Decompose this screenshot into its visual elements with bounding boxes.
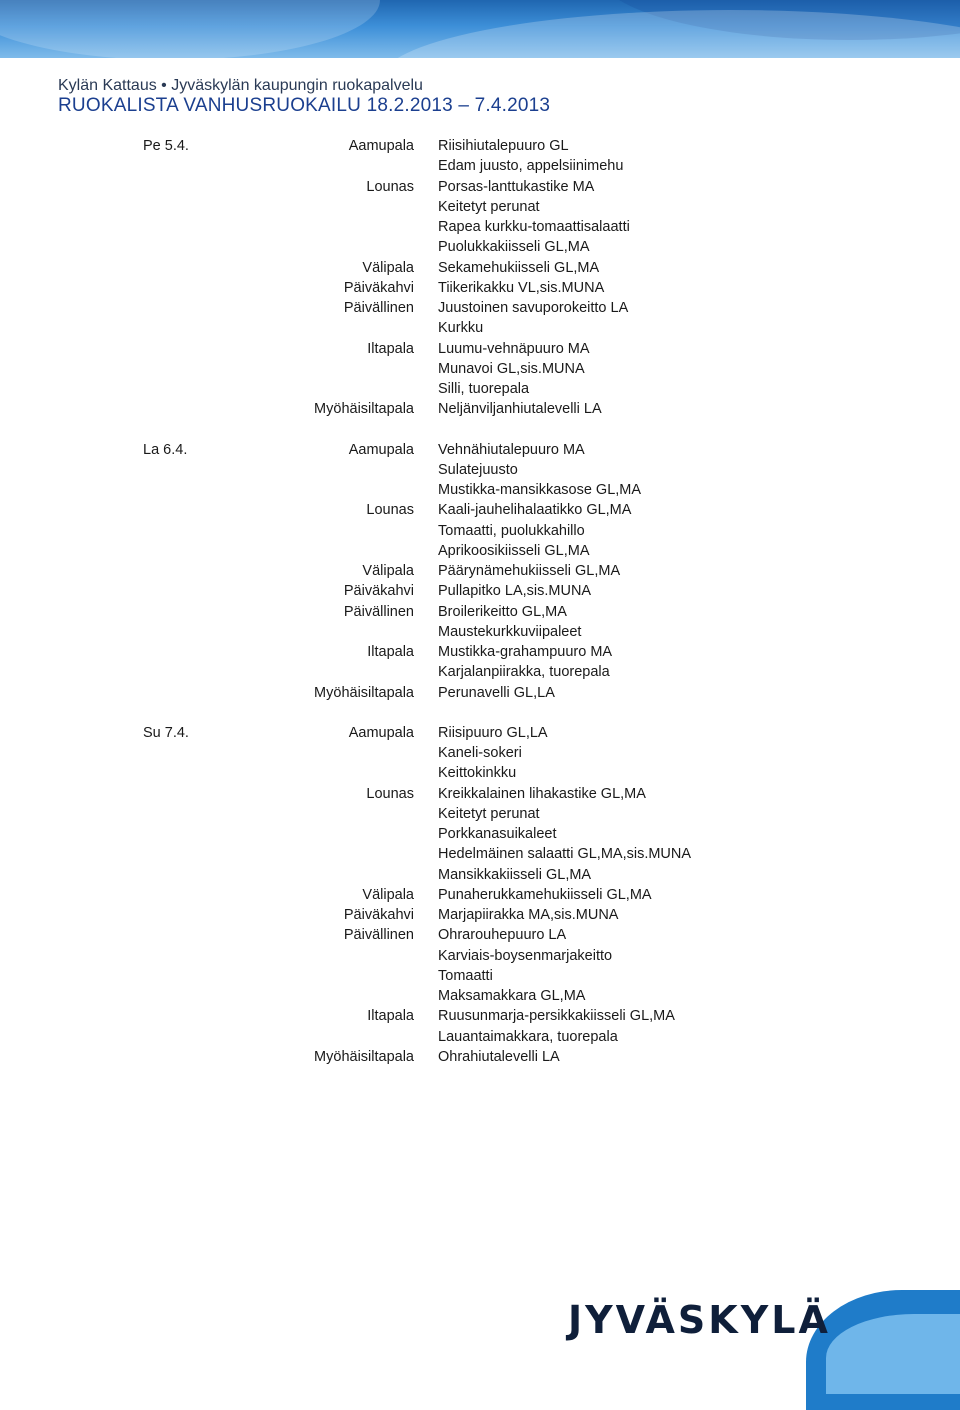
meal-label: Päiväkahvi xyxy=(343,907,414,923)
meal-label: Välipala xyxy=(362,259,414,276)
meal-label: Päivällinen xyxy=(343,603,414,620)
menu-row xyxy=(0,258,960,278)
menu-item: Pullapitko LA,sis.MUNA xyxy=(438,583,592,600)
menu-item: Kaali-jauhelihalaatikko GL,MA xyxy=(438,502,632,519)
menu-item: Mansikkakiisseli GL,MA xyxy=(438,866,592,883)
menu-item: Hedelmäinen salaatti GL,MA,sis.MUNA xyxy=(438,846,692,863)
meal-label: Iltapala xyxy=(367,1008,414,1025)
menu-item: Keitetyt perunat xyxy=(438,198,540,215)
meal-label: Iltapala xyxy=(367,340,414,357)
menu-row xyxy=(0,743,960,763)
day-label: Pe 5.4. xyxy=(143,138,189,154)
menu-list xyxy=(0,136,960,1067)
meal-label: Aamupala xyxy=(348,441,414,458)
menu-row xyxy=(0,865,960,885)
meal-label: Myöhäisiltapala xyxy=(314,684,414,701)
menu-row xyxy=(0,723,960,743)
day-section xyxy=(0,723,960,1067)
menu-item: Päärynämehukiisseli GL,MA xyxy=(438,563,621,579)
menu-row xyxy=(0,966,960,986)
menu-row xyxy=(0,298,960,318)
header-banner xyxy=(0,0,960,58)
menu-row xyxy=(0,278,960,298)
meal-label: Päivällinen xyxy=(343,300,414,316)
menu-row xyxy=(0,237,960,257)
day-section xyxy=(0,440,960,703)
menu-row xyxy=(0,318,960,338)
menu-row xyxy=(0,1027,960,1047)
menu-row xyxy=(0,662,960,682)
meal-label: Iltapala xyxy=(367,644,414,660)
menu-row xyxy=(0,824,960,844)
menu-item: Kreikkalainen lihakastike GL,MA xyxy=(438,785,646,802)
menu-item: Broilerikeitto GL,MA xyxy=(438,603,567,620)
menu-item: Marjapiirakka MA,sis.MUNA xyxy=(438,907,619,923)
meal-label: Lounas xyxy=(366,178,414,195)
banner-swirl xyxy=(380,10,960,58)
menu-item: Maksamakkara GL,MA xyxy=(438,988,586,1004)
meal-label: Aamupala xyxy=(348,138,414,154)
menu-item: Karjalanpiirakka, tuorepala xyxy=(438,664,610,681)
menu-item: Ohrahiutalevelli LA xyxy=(438,1048,560,1065)
menu-row xyxy=(0,804,960,824)
menu-row xyxy=(0,1047,960,1067)
menu-row xyxy=(0,177,960,197)
menu-item: Tomaatti, puolukkahillo xyxy=(438,522,585,539)
menu-row xyxy=(0,1006,960,1026)
menu-item: Keittokinkku xyxy=(438,765,517,782)
menu-row xyxy=(0,500,960,520)
menu-row xyxy=(0,359,960,379)
menu-item: Ruusunmarja-persikkakiisseli GL,MA xyxy=(438,1008,675,1025)
menu-item: Perunavelli GL,LA xyxy=(438,684,555,701)
document-title: RUOKALISTA VANHUSRUOKAILU 18.2.2013 – 7.4.2013 xyxy=(58,95,551,116)
menu-row xyxy=(0,197,960,217)
menu-row xyxy=(0,581,960,601)
menu-row xyxy=(0,339,960,359)
menu-row xyxy=(0,602,960,622)
meal-label: Myöhäisiltapala xyxy=(314,401,414,418)
menu-row xyxy=(0,642,960,662)
menu-row xyxy=(0,136,960,156)
meal-label: Lounas xyxy=(366,785,414,802)
menu-row xyxy=(0,561,960,581)
day-label: Su 7.4. xyxy=(143,724,189,741)
menu-item: Juustoinen savuporokeitto LA xyxy=(438,300,629,316)
menu-row xyxy=(0,379,960,399)
menu-row xyxy=(0,784,960,804)
meal-label: Välipala xyxy=(362,886,414,903)
menu-row xyxy=(0,460,960,480)
menu-row xyxy=(0,440,960,460)
menu-item: Ohrarouhepuuro LA xyxy=(438,927,567,944)
menu-row xyxy=(0,541,960,561)
menu-item: Puolukkakiisseli GL,MA xyxy=(438,239,590,256)
menu-item: Luumu-vehnäpuuro MA xyxy=(438,340,590,357)
menu-item: Sekamehukiisseli GL,MA xyxy=(438,259,600,276)
menu-row xyxy=(0,763,960,783)
menu-item: Vehnähiutalepuuro MA xyxy=(438,441,585,458)
menu-item: Edam juusto, appelsiinimehu xyxy=(438,158,624,175)
menu-item: Aprikoosikiisseli GL,MA xyxy=(438,542,590,559)
menu-row xyxy=(0,217,960,237)
menu-item: Porkkanasuikaleet xyxy=(438,826,557,842)
meal-label: Päiväkahvi xyxy=(343,279,414,296)
jyvaskyla-logo xyxy=(568,1290,960,1358)
menu-item: Silli, tuorepala xyxy=(438,381,530,397)
menu-item: Riisipuuro GL,LA xyxy=(438,724,548,741)
meal-label: Myöhäisiltapala xyxy=(314,1048,414,1065)
menu-item: Munavoi GL,sis.MUNA xyxy=(438,360,585,377)
menu-item: Sulatejuusto xyxy=(438,461,518,478)
menu-item: Kurkku xyxy=(438,320,484,337)
organization-line: Kylän Kattaus • Jyväskylän kaupungin ruokapalvelu xyxy=(58,77,423,94)
menu-row xyxy=(0,946,960,966)
menu-item: Punaherukkamehukiisseli GL,MA xyxy=(438,886,652,903)
menu-row xyxy=(0,521,960,541)
menu-item: Mustikka-mansikkasose GL,MA xyxy=(438,482,642,498)
meal-label: Aamupala xyxy=(348,724,414,741)
meal-label: Lounas xyxy=(366,502,414,519)
menu-row xyxy=(0,622,960,642)
menu-item: Maustekurkkuviipaleet xyxy=(438,623,582,640)
menu-item: Rapea kurkku-tomaattisalaatti xyxy=(438,219,630,235)
menu-row xyxy=(0,925,960,945)
menu-row xyxy=(0,480,960,500)
meal-label: Päiväkahvi xyxy=(343,583,414,600)
menu-item: Riisihiutalepuuro GL xyxy=(438,138,569,154)
menu-item: Karviais-boysenmarjakeitto xyxy=(438,947,613,964)
menu-row xyxy=(0,986,960,1006)
menu-row xyxy=(0,885,960,905)
menu-item: Lauantaimakkara, tuorepala xyxy=(438,1028,618,1045)
document-header xyxy=(58,76,550,117)
menu-item: Tomaatti xyxy=(438,967,493,984)
meal-label: Päivällinen xyxy=(343,927,414,944)
day-section xyxy=(0,136,960,420)
menu-item: Mustikka-grahampuuro MA xyxy=(438,644,613,660)
meal-label: Välipala xyxy=(362,563,414,579)
logo-wordmark: JYVÄSKYLÄ xyxy=(568,1298,831,1342)
menu-row xyxy=(0,844,960,864)
menu-item: Porsas-lanttukastike MA xyxy=(438,178,595,195)
day-label: La 6.4. xyxy=(143,441,188,458)
menu-row xyxy=(0,399,960,419)
menu-item: Kaneli-sokeri xyxy=(438,745,522,761)
banner-swirl xyxy=(0,0,380,58)
menu-row xyxy=(0,156,960,176)
menu-item: Neljänviljanhiutalevelli LA xyxy=(438,401,602,418)
menu-item: Keitetyt perunat xyxy=(438,805,540,822)
menu-item: Tiikerikakku VL,sis.MUNA xyxy=(438,279,605,296)
menu-row xyxy=(0,683,960,703)
menu-row xyxy=(0,905,960,925)
